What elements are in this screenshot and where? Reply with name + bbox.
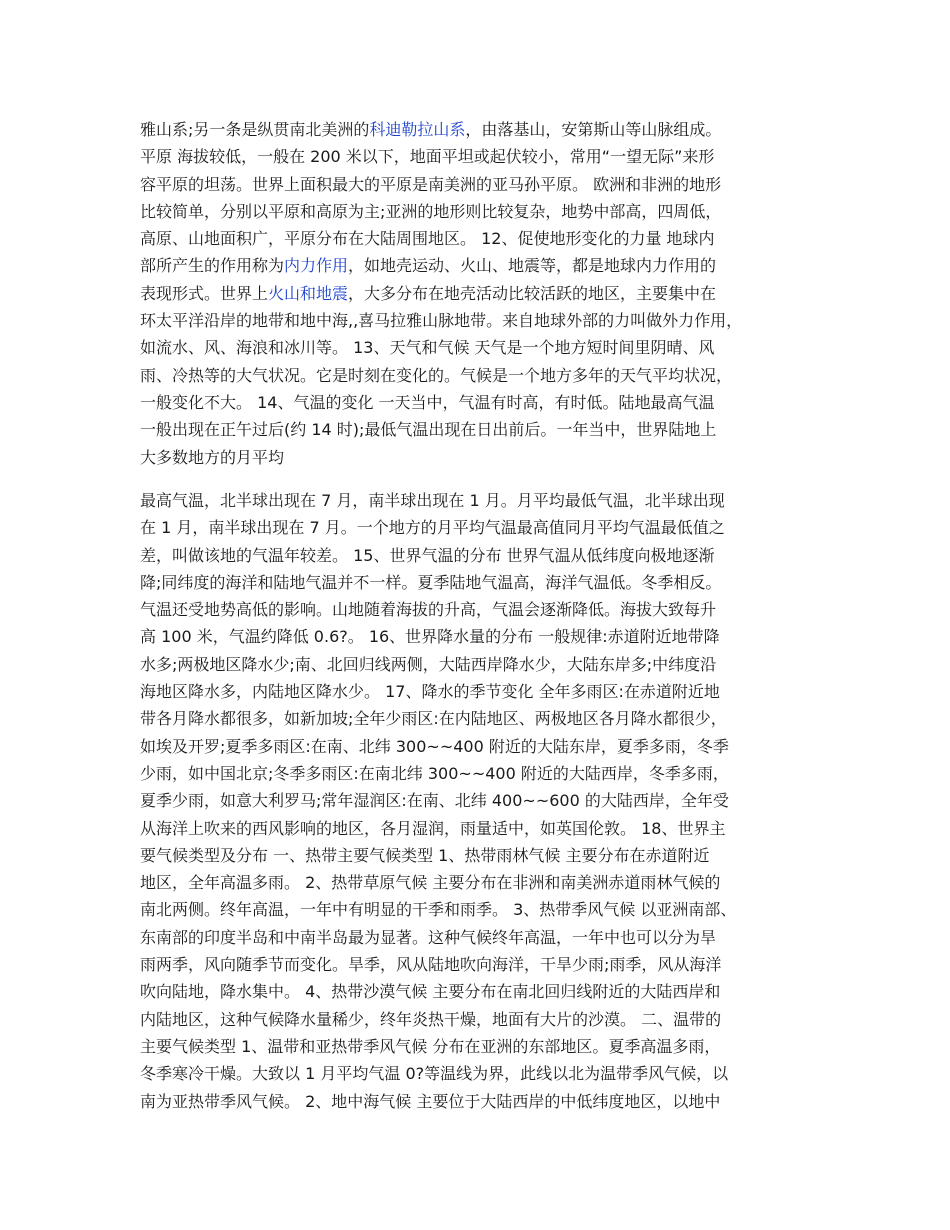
hyperlink[interactable]: 内力作用 [284, 256, 349, 276]
text-segment: 吹向陆地，降水集中。 4、热带沙漠气候 主要分布在南北回归线附近的大陆西岸和 [140, 982, 721, 1002]
paragraph-2 [140, 487, 830, 1115]
text-line [140, 569, 830, 596]
text-segment: 南北两侧。终年高温，一年中有明显的干季和雨季。 3、热带季风气候 以亚洲南部、 [140, 900, 737, 920]
text-segment: 东南部的印度半岛和中南半岛最为显著。这种气候终年高温，一年中也可以分为旱 [140, 927, 717, 947]
text-segment: 地区，全年高温多雨。 2、热带草原气候 主要分布在非洲和南美洲赤道雨林气候的 [140, 873, 721, 893]
text-segment: 雨两季，风向随季节而变化。旱季，风从陆地吹向海洋，干旱少雨;雨季，风从海洋 [140, 955, 722, 975]
text-segment: 平原 海拔较低，一般在 200 米以下，地面平坦或起伏较小，常用“一望无际”来形 [140, 147, 715, 167]
text-line [140, 514, 830, 541]
text-line [140, 198, 830, 225]
text-line [140, 896, 830, 923]
text-line [140, 951, 830, 978]
text-line [140, 225, 830, 252]
text-line [140, 334, 830, 361]
text-line [140, 1006, 830, 1033]
text-line [140, 487, 830, 514]
text-segment: 最高气温，北半球出现在 7 月，南半球出现在 1 月。月平均最低气温，北半球出现 [140, 491, 725, 510]
text-segment: 比较简单，分别以平原和高原为主;亚洲的地形则比较复杂，地势中部高，四周低， [140, 201, 722, 221]
text-segment: 高原、山地面积广，平原分布在大陆周围地区。 12、促使地形变化的力量 地球内 [140, 229, 715, 249]
text-segment: 容平原的坦荡。世界上面积最大的平原是南美洲的亚马孙平原。 欧洲和非洲的地形 [140, 174, 722, 194]
text-line [140, 116, 830, 143]
text-line [140, 842, 830, 869]
text-segment: 差，叫做该地的气温年较差。 15、世界气温的分布 世界气温从低纬度向极地逐渐 [140, 545, 715, 565]
text-line [140, 143, 830, 170]
text-segment: 内陆地区，这种气候降水量稀少，终年炎热干燥，地面有大片的沙漠。 二、温带的 [140, 1009, 722, 1029]
text-segment: 海地区降水多，内陆地区降水少。 17、降水的季节变化 全年多雨区:在赤道附近地 [140, 682, 720, 702]
text-segment: 在 1 月，南半球出现在 7 月。一个地方的月平均气温最高值同月平均气温最低值之 [140, 518, 725, 538]
text-line [140, 651, 830, 678]
text-line [140, 280, 830, 307]
text-line [140, 787, 830, 814]
text-segment: ，由落基山，安第斯山等山脉组成。 [465, 120, 722, 139]
text-segment: 主要气候类型 1、温带和亚热带季风气候 分布在亚洲的东部地区。夏季高温多雨， [140, 1036, 721, 1056]
text-line [140, 252, 830, 279]
text-line [140, 596, 830, 623]
text-segment: 水多;两极地区降水少;南、北回归线两侧，大陆西岸降水少，大陆东岸多;中纬度沿 [140, 654, 717, 674]
text-line [140, 760, 830, 787]
text-line [140, 362, 830, 389]
text-segment: 少雨，如中国北京;冬季多雨区:在南北纬 300~~400 附近的大陆西岸，冬季多雨， [140, 763, 729, 783]
text-line [140, 924, 830, 951]
text-line [140, 171, 830, 198]
text-segment: 一般变化不大。 14、气温的变化 一天当中，气温有时高，有时低。陆地最高气温 [140, 392, 715, 412]
text-segment: 表现形式。世界上 [140, 283, 269, 303]
text-segment: 如埃及开罗;夏季多雨区:在南、北纬 300~~400 附近的大陆东岸，夏季多雨，冬季 [140, 736, 729, 756]
text-line [140, 389, 830, 416]
text-line [140, 678, 830, 705]
text-segment: 降;同纬度的海洋和陆地气温并不一样。夏季陆地气温高，海洋气温低。冬季相反。 [140, 572, 722, 592]
text-segment: 从海洋上吹来的西风影响的地区，各月湿润，雨量适中，如英国伦敦。 18、世界主 [140, 818, 726, 838]
text-segment: 雅山系;另一条是纵贯南北美洲的 [140, 120, 370, 139]
text-line [140, 542, 830, 569]
text-segment: 南为亚热带季风气候。 2、地中海气候 主要位于大陆西岸的中低纬度地区，以地中 [140, 1091, 721, 1111]
text-line [140, 307, 830, 334]
text-segment: 雨、冷热等的大气状况。它是时刻在变化的。气候是一个地方多年的天气平均状况， [140, 365, 733, 385]
text-line [140, 444, 830, 471]
hyperlink[interactable]: 火山和地震 [268, 283, 349, 303]
text-segment: ，大多分布在地壳活动比较活跃的地区，主要集中在 [348, 283, 717, 303]
text-segment: 带各月降水都很多，如新加坡;全年少雨区:在内陆地区、两极地区各月降水都很少， [140, 709, 727, 729]
text-segment: 冬季寒冷干燥。大致以 1 月平均气温 0?等温线为界，此线以北为温带季风气候，以 [140, 1064, 729, 1084]
text-segment: 要气候类型及分布 一、热带主要气候类型 1、热带雨林气候 主要分布在赤道附近 [140, 845, 710, 865]
text-line [140, 978, 830, 1005]
text-segment: 大多数地方的月平均 [140, 447, 285, 467]
paragraph-1 [140, 116, 830, 471]
text-line [140, 815, 830, 842]
text-line [140, 733, 830, 760]
text-segment: ，如地壳运动、火山、地震等，都是地球内力作用的 [348, 256, 717, 276]
text-segment: 部所产生的作用称为 [140, 256, 285, 276]
text-line [140, 869, 830, 896]
text-line [140, 1060, 830, 1087]
text-segment: 环太平洋沿岸的地带和地中海,,喜马拉雅山脉地带。来自地球外部的力叫做外力作用， [140, 311, 743, 331]
text-segment: 高 100 米，气温约降低 0.6?。 16、世界降水量的分布 一般规律:赤道附近地带降 [140, 627, 720, 647]
text-line [140, 623, 830, 650]
text-segment: 气温还受地势高低的影响。山地随着海拔的升高，气温会逐渐降低。海拔大致每升 [140, 600, 717, 620]
text-line [140, 416, 830, 443]
text-segment: 如流水、风、海浪和冰川等。 13、天气和气候 天气是一个地方短时间里阴晴、风 [140, 338, 715, 358]
text-line [140, 1088, 830, 1115]
text-line [140, 705, 830, 732]
text-line [140, 1033, 830, 1060]
hyperlink[interactable]: 科迪勒拉山系 [369, 120, 466, 139]
text-segment: 一般出现在正午过后(约 14 时);最低气温出现在日出前后。一年当中，世界陆地上 [140, 420, 717, 440]
text-segment: 夏季少雨，如意大利罗马;常年湿润区:在南、北纬 400~~600 的大陆西岸，全年受 [140, 791, 729, 811]
